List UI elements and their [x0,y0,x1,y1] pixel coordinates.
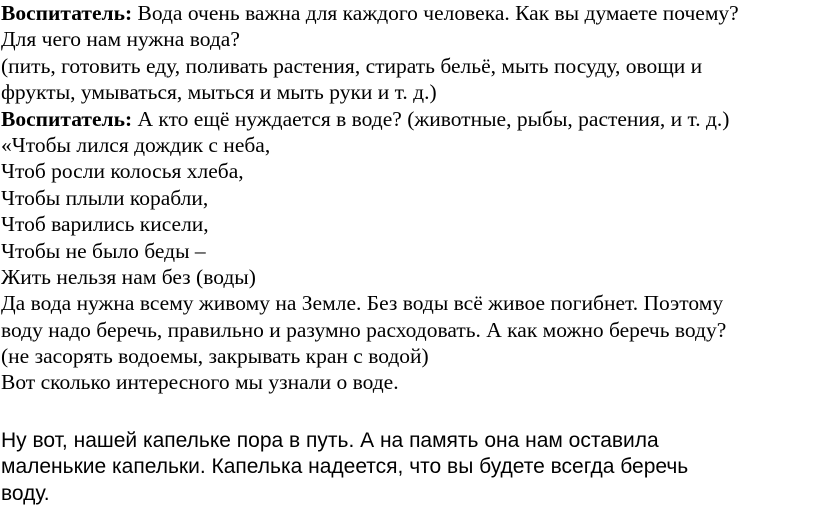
dialogue-line: Да вода нужна всему живому на Земле. Без воды всё живое погибнет. Поэтому [1,291,724,316]
poem-line: Жить нельзя нам без (воды) [1,264,256,289]
closing-line: воду. [1,481,50,505]
dialogue-line: фрукты, умываться, мыться и мыть руки и т. д.) [1,80,437,105]
poem-line: Чтоб росли колосья хлеба, [1,159,244,184]
dialogue-line [1,106,816,132]
closing-paragraph [1,428,816,507]
dialogue-line: Для чего нам нужна вода? [1,27,240,52]
dialogue-line: воду надо беречь, правильно и разумно расходовать. А как можно беречь воду? [1,317,727,342]
speaker-label: Воспитатель: [1,1,133,25]
poem-line: Чтобы плыли корабли, [1,185,209,210]
speaker-text: Вода очень важна для каждого человека. Как вы думаете почему? [132,1,739,25]
dialogue-line [1,0,816,26]
poem-line: «Чтобы лился дождик с неба, [1,132,271,157]
speaker-label: Воспитатель: [1,106,133,131]
poem-line: Чтобы не было беды – [1,238,206,263]
dialogue-line: (не засорять водоемы, закрывать кран с водой) [1,344,429,369]
poem-line: Чтоб варились кисели, [1,212,209,237]
speaker-text: А кто ещё нуждается в воде? (животные, рыбы, растения, и т. д.) [132,106,730,131]
lesson-dialogue [1,0,816,396]
closing-line: маленькие капельки. Капелька надеется, что вы будете всегда беречь [1,455,689,479]
closing-line: Ну вот, нашей капельке пора в путь. А на память она нам оставила [1,429,659,452]
dialogue-line: (пить, готовить еду, поливать растения, стирать бельё, мыть посуду, овощи и [1,53,703,78]
dialogue-line: Вот сколько интересного мы узнали о воде. [1,370,399,395]
